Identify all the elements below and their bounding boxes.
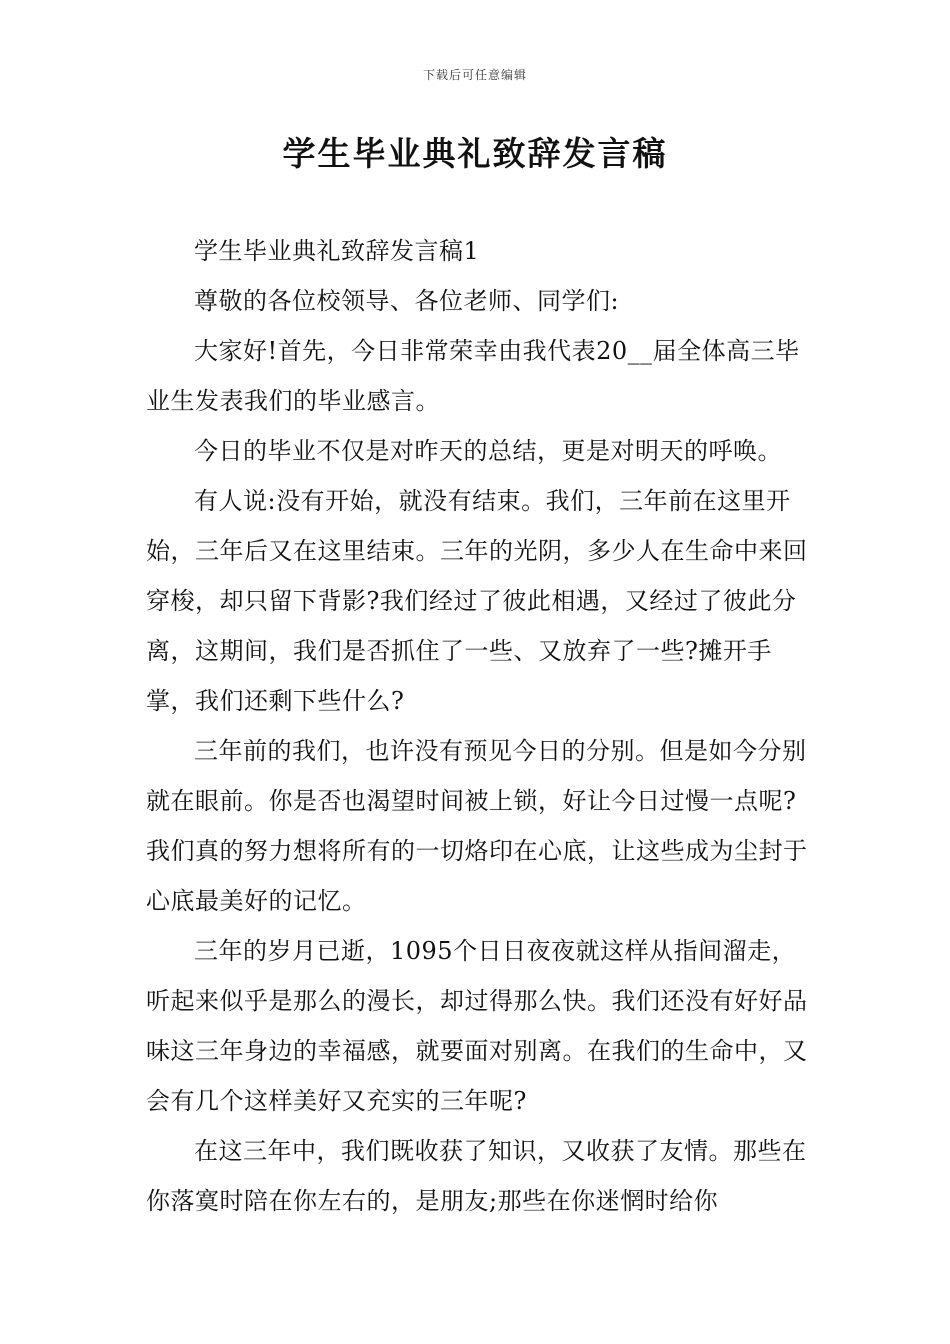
- paragraph: 大家好!首先，今日非常荣幸由我代表20__届全体高三毕业生发表我们的毕业感言。: [146, 337, 800, 415]
- paragraph: 三年前的我们，也许没有预见今日的分别。但是如今分别就在眼前。你是否也渴望时间被上锁，好让今日过慢一点呢?我们真的努力想将所有的一切烙印在心底，让这些成为尘封于心底最美好的记忆。: [146, 737, 808, 915]
- paragraph-salutation: 尊敬的各位校领导、各位老师、同学们:: [194, 287, 620, 315]
- document-body: [146, 226, 808, 1226]
- paragraph: 有人说:没有开始，就没有结束。我们，三年前在这里开始，三年后又在这里结束。三年的光阴，多少人在生命中来回穿梭，却只留下背影?我们经过了彼此相遇，又经过了彼此分离，这期间，我们是否抓住了一些、又放弃了一些?摊开手掌，我们还剩下些什么?: [146, 487, 808, 715]
- paragraph: 在这三年中，我们既收获了知识，又收获了友情。那些在你落寞时陪在你左右的，是朋友;那些在你迷惘时给你: [146, 1137, 807, 1215]
- header-note: 下载后可任意编辑: [422, 68, 527, 82]
- paragraph: 今日的毕业不仅是对昨天的总结，更是对明天的呼唤。: [194, 437, 782, 465]
- document-title: 学生毕业典礼致辞发言稿: [282, 134, 668, 173]
- paragraph: 三年的岁月已逝，1095个日日夜夜就这样从指间溜走，听起来似乎是那么的漫长，却过得那么快。我们还没有好好品味这三年身边的幸福感，就要面对别离。在我们的生命中，又会有几个这样美好又充实的三年呢?: [146, 937, 808, 1115]
- paragraph-subtitle: 学生毕业典礼致辞发言稿1: [194, 237, 480, 265]
